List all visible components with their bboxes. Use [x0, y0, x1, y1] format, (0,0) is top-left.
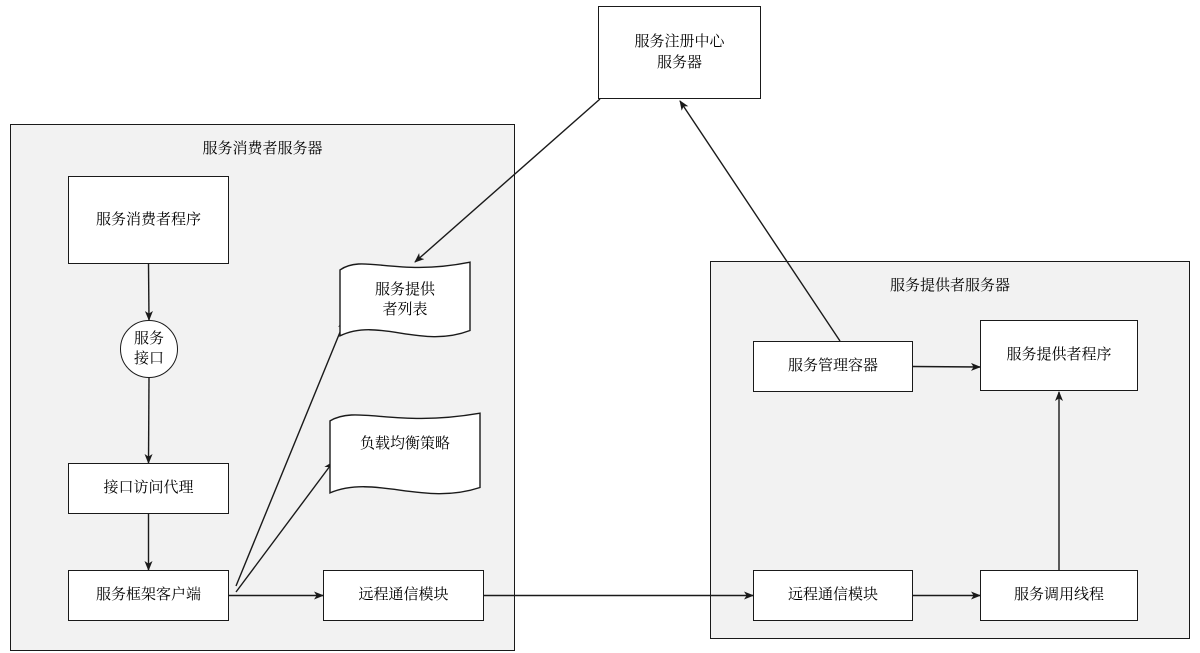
- node-remote-communication-module-server[interactable]: [753, 570, 913, 621]
- node-label: 负载均衡策略: [359, 435, 450, 452]
- node-label: 服务调用线程: [1013, 586, 1104, 604]
- node-service-provider-program[interactable]: [980, 320, 1138, 391]
- node-service-provider-list[interactable]: [340, 260, 470, 344]
- node-label: 服务注册中心 服务器: [634, 33, 725, 71]
- node-label: 服务提供者程序: [1006, 346, 1112, 364]
- node-interface-access-proxy[interactable]: [68, 463, 229, 514]
- node-service-management-container[interactable]: [753, 341, 913, 392]
- document-shape-icon: [330, 411, 480, 501]
- node-label: 远程通信模块: [358, 586, 449, 604]
- node-service-registry-server[interactable]: [598, 6, 761, 99]
- node-service-consumer-program[interactable]: [68, 176, 229, 264]
- node-load-balance-strategy[interactable]: [330, 411, 480, 501]
- node-service-interface[interactable]: [120, 320, 178, 378]
- node-label: 远程通信模块: [787, 586, 878, 604]
- node-label: 服务管理容器: [787, 357, 878, 375]
- node-remote-communication-module-client[interactable]: [323, 570, 484, 621]
- group-provider-server-label: 服务提供者服务器: [889, 277, 1010, 294]
- node-label: 服务消费者程序: [95, 210, 201, 228]
- node-service-framework-client[interactable]: [68, 570, 229, 621]
- node-label: 服务提供 者列表: [374, 281, 435, 319]
- node-service-invocation-thread[interactable]: [980, 570, 1138, 621]
- node-label: 接口访问代理: [103, 479, 194, 497]
- node-label: 服务框架客户端: [95, 586, 201, 604]
- group-consumer-server-label: 服务消费者服务器: [202, 140, 323, 157]
- node-label: 服务 接口: [133, 329, 164, 367]
- document-shape-icon: [340, 260, 470, 344]
